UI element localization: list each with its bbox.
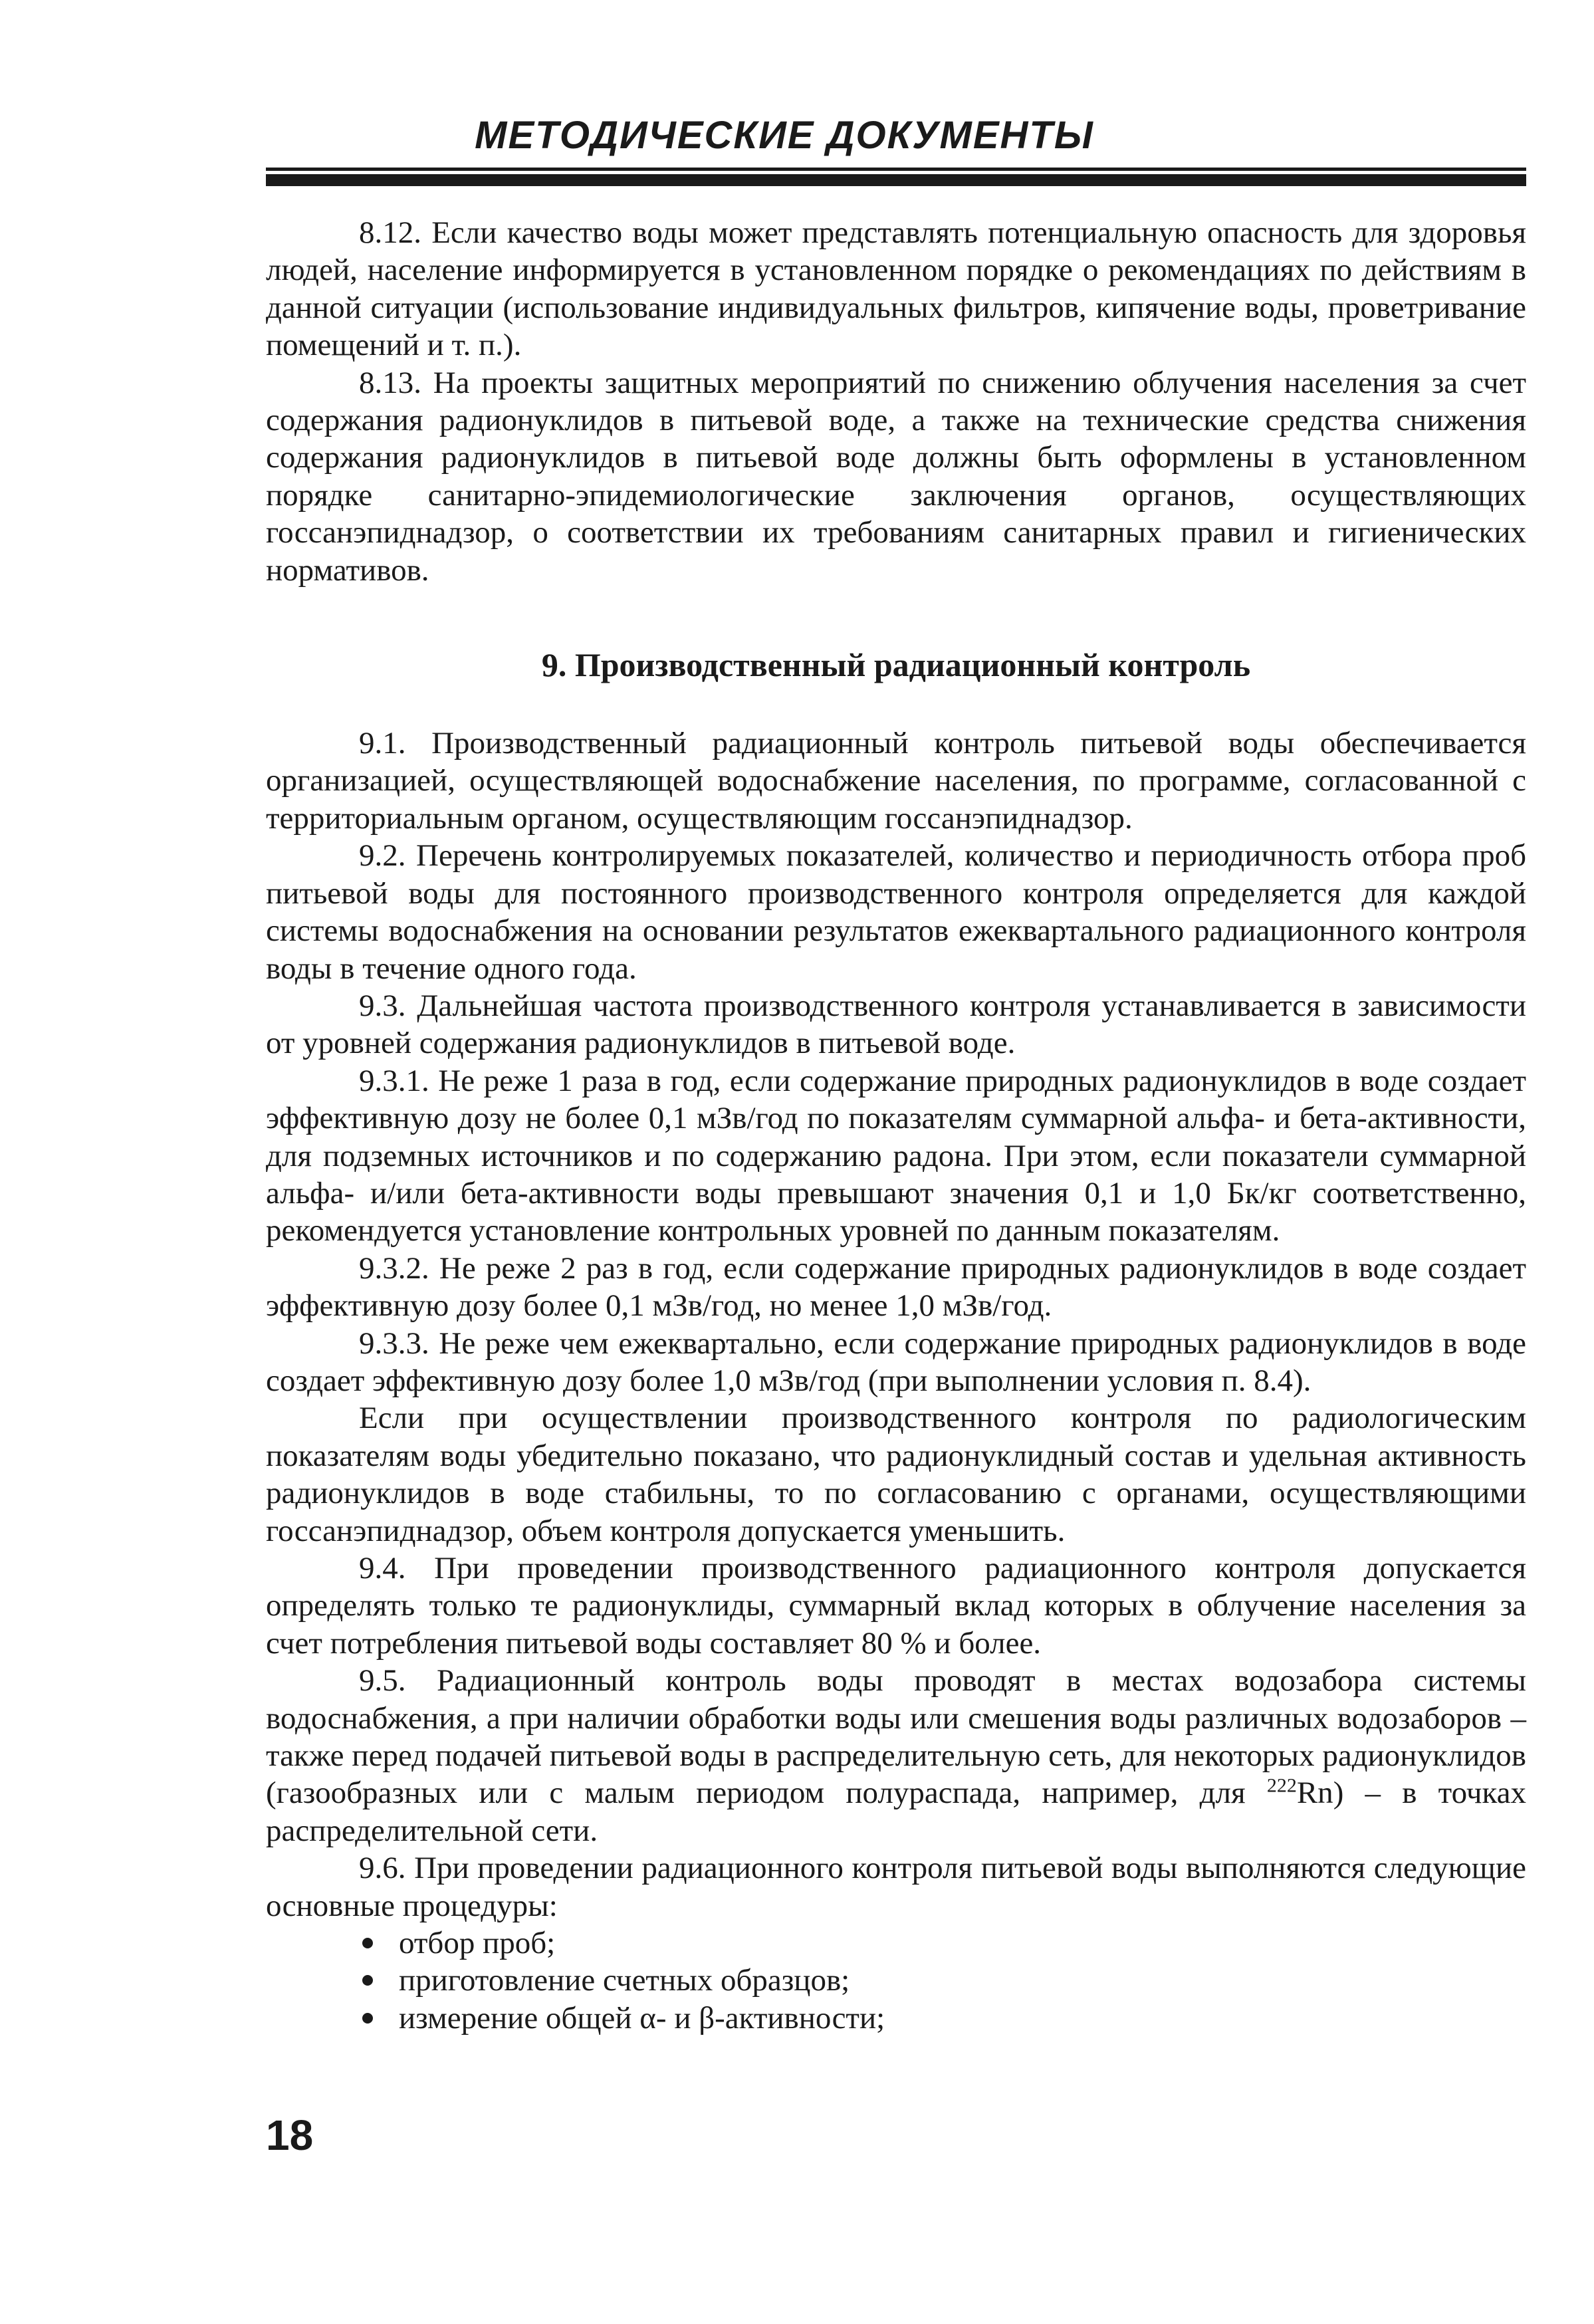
paragraph-9-2: 9.2. Перечень контролируемых показателей, количество и периодичность отбора проб питьевой воды для постоянного производственного контроля определяется для каждой системы водоснабжения на основании результатов ежеквартального радиационного контроля воды в течение одного года. — [266, 838, 1526, 986]
paragraph-reduction-note: Если при осуществлении производственного контроля по радиологическим показателям воды убедительно показано, что радионуклидный состав и удельная активность радионуклидов в воде стабильны, то по согласованию с органами, осуществляющими госсанэпиднадзор, объем контроля допускается уменьшить. — [266, 1401, 1526, 1548]
section-heading: 9. Производственный радиационный контроль — [541, 646, 1251, 684]
running-header-title: МЕТОДИЧЕСКИЕ ДОКУМЕНТЫ — [475, 114, 1094, 157]
list-item — [266, 1924, 1526, 1962]
paragraph-9-3: 9.3. Дальнейшая частота производственного контроля устанавливается в зависимости от уровней содержания радионуклидов в питьевой воде. — [266, 988, 1526, 1061]
page-number: 18 — [266, 2111, 314, 2159]
paragraph-9-1: 9.1. Производственный радиационный контроль питьевой воды обеспечивается организацией, осуществляющей водоснабжение населения, по программе, согласованной с территориальным органом, осуществляющим госсанэпиднадзор. — [266, 726, 1526, 836]
body-text — [266, 214, 1526, 2037]
list-item-text: отбор проб; — [399, 1926, 556, 1961]
header-rule-thick — [266, 174, 1526, 186]
paragraph-9-3-2: 9.3.2. Не реже 2 раз в год, если содержание природных радионуклидов в воде создает эффективную дозу более 0,1 мЗв/год, но менее 1,0 мЗв/год. — [266, 1250, 1526, 1324]
list-item-text: приготовление счетных образцов; — [399, 1963, 850, 1998]
paragraph-9-3-1: 9.3.1. Не реже 1 раза в год, если содержание природных радионуклидов в воде создает эффективную дозу не более 0,1 мЗв/год по показателям суммарной альфа- и бета-активности, для подземных источников и по содержанию радона. При этом, если показатели суммарной альфа- и/или бета-активности воды превышают значения 0,1 и 1,0 Бк/кг соответственно, рекомендуется установление контрольных уровней по данным показателям. — [266, 1063, 1526, 1248]
procedure-list — [266, 1924, 1526, 2037]
bullet-icon — [362, 1938, 373, 1948]
isotope-element: Rn — [1296, 1776, 1333, 1811]
paragraph-9-5 — [266, 1662, 1526, 1849]
list-item — [266, 2000, 1526, 2037]
bullet-icon — [362, 1975, 373, 1986]
list-item — [266, 1962, 1526, 1999]
paragraph-9-3-3: 9.3.3. Не реже чем ежеквартально, если содержание природных радионуклидов в воде создает эффективную дозу более 1,0 мЗв/год (при выполнении условия п. 8.4). — [266, 1326, 1526, 1398]
header-rule-thin — [266, 168, 1526, 171]
paragraph-8-12: 8.12. Если качество воды может представлять потенциальную опасность для здоровья людей, население информируется в установленном порядке о рекомендациях по действиям в данной ситуации (использование индивидуальных фильтров, кипячение воды, проветривание помещений и т. п.). — [266, 215, 1526, 363]
paragraph-9-4: 9.4. При проведении производственного радиационного контроля допускается определять только те радионуклиды, суммарный вклад которых в облучение населения за счет потребления питьевой воды составляет 80 % и более. — [266, 1551, 1526, 1661]
paragraph-9-5-text: 9.5. Радиационный контроль воды проводят в местах водозабора системы водоснабжения, а при наличии обработки воды или смешения воды различных водозаборов – также перед подачей питьевой воды в распределительную сеть, для некоторых радионуклидов (газообразных или с малым периодом полураспада, например, для — [266, 1663, 1526, 1811]
paragraph-9-5-tail: ) – в точках распределительной сети. — [266, 1776, 1527, 1848]
bullet-icon — [362, 2013, 373, 2024]
paragraph-8-13: 8.13. На проекты защитных мероприятий по снижению облучения населения за счет содержания радионуклидов в питьевой воде, а также на технические средства снижения содержания радионуклидов в питьевой воде должны быть оформлены в установленном порядке санитарно-эпидемиологические заключения органов, осуществляющих госсанэпиднадзор, о соответствии их требованиям санитарных правил и гигиенических нормативов. — [266, 365, 1526, 588]
list-item-text: измерение общей α- и β-активности; — [399, 2000, 885, 2035]
isotope-mass-number: 222 — [1266, 1774, 1297, 1797]
paragraph-9-6: 9.6. При проведении радиационного контроля питьевой воды выполняются следующие основные процедуры: — [266, 1851, 1526, 1923]
